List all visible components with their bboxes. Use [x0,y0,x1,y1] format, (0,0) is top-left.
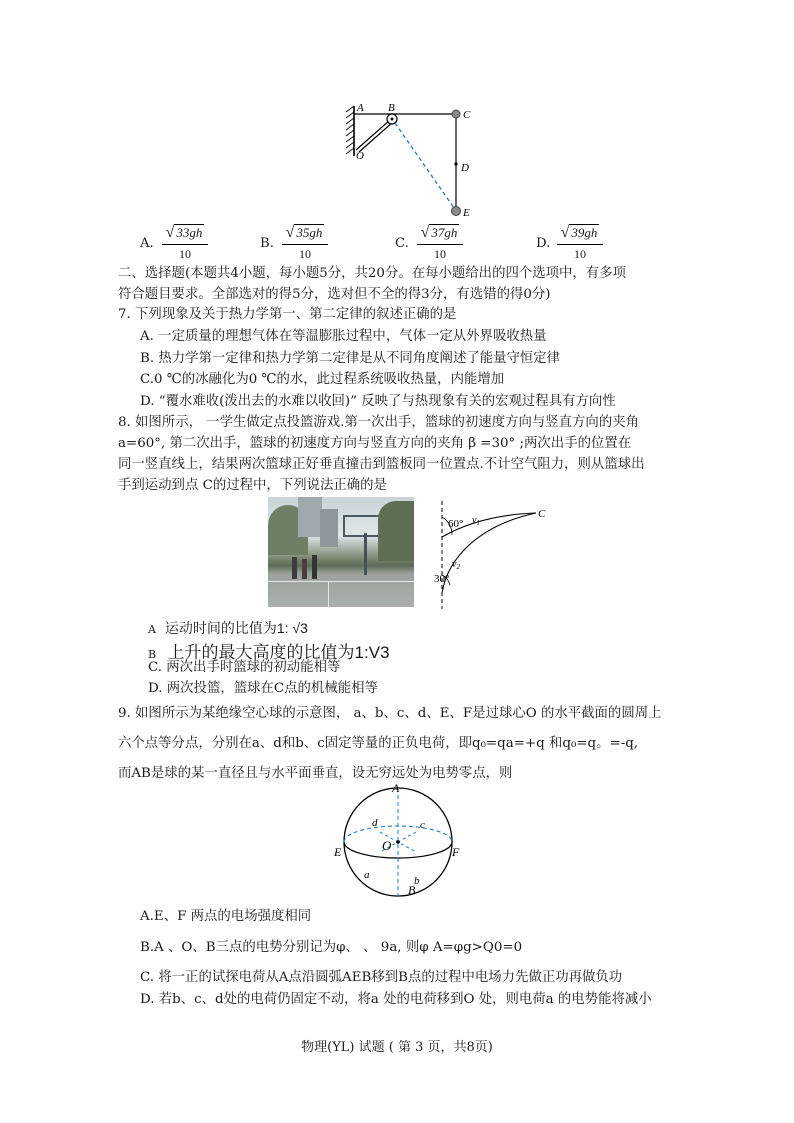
q7-option-c[interactable]: C.0 ℃的冰融化为0 ℃的水，此过程系统吸收热量，内能增加 [140,372,505,387]
label-E: E [463,207,470,219]
q9-line1: 9. 如图所示为某绝缘空心球的示意图， a、b、c、d、E、F是过球心O 的水平截面的圆周上 [118,706,662,721]
q9-option-d[interactable]: D. 若b、c、d处的电荷仍固定不动，将a 处的电荷移到O 处，则电荷a 的电势能将减小 [140,992,652,1007]
option-d[interactable]: D. [536,236,551,251]
sphere-label-b: b [414,875,420,887]
sphere-label-a: a [364,869,370,881]
q9-option-c[interactable]: C. 将一正的试探电荷从A点沿圆弧AEB移到B点的过程中电场力先做正功再做负功 [140,970,623,985]
q9-line3: 而AB是球的某一直径且与水平面垂直，设无穷远处为电势零点，则 [118,766,513,781]
option-c[interactable]: C. [395,236,409,251]
sphere-label-O: O [382,838,392,853]
basketball-court-photo [268,497,414,607]
q8-option-d[interactable]: D. 两次投篮，篮球在C点的机械能相等 [148,681,378,696]
label-O: O [356,150,364,162]
page-footer: 物理(YL) 试题 ( 第 3 页，共8页) [301,1040,493,1055]
section2-line1: 二、选择题(本题共4小题，每小题5分，共20分。在每小题给出的四个选项中，有多项 [118,266,626,281]
sphere-label-F: F [452,845,460,859]
v2-label: $v_2$ [452,559,460,571]
q8-line4: 手到运动到点 C的过程中，下列说法正确的是 [118,478,387,493]
q8-line2: a=60°, 第二次出手，篮球的初速度方向与竖直方向的夹角 β =30° ;两次出手的位置在 [118,436,632,451]
figure-rod-pendulum [340,98,490,223]
q8-line3: 同一竖直线上，结果两次篮球正好垂直撞击到篮板同一位置点.不计空气阻力，则从篮球出 [118,457,645,472]
option-a-formula: √ 33gh 10 [160,224,210,262]
figure-sphere [330,780,470,900]
q9-option-a[interactable]: A.E、F 两点的电场强度相同 [140,909,312,924]
option-c-formula: √ 37gh 10 [415,224,465,262]
q8-option-b[interactable]: B 上升的最大高度的比值为1:V3 [148,643,390,662]
q9-option-b[interactable]: B.A 、O、B三点的电势分别记为φ、 、 9a, 则φ A=φg>Q0=0 [140,940,523,955]
v1-label: $v_1$ [472,515,480,527]
angle-30-label: 30° [434,573,450,585]
figure-trajectories [430,497,560,612]
sphere-label-d: d [372,817,378,829]
sphere-label-c: c [420,819,425,831]
q8-option-c[interactable]: C. 两次出手时篮球的初动能相等 [148,660,341,675]
label-D: D [461,162,469,174]
q8-option-a[interactable]: A 运动时间的比值为1: √3 [148,620,308,636]
section2-line2: 符合题目要求。全部选对的得5分，选对但不全的得3分，有选错的得0分) [118,287,551,302]
sphere-label-A: A [392,781,400,795]
q7-option-b[interactable]: B. 热力学第一定律和热力学第二定律是从不同角度阐述了能量守恒定律 [140,351,561,366]
option-b-formula: √ 35gh 10 [280,224,330,262]
angle-60-label: 60° [448,518,464,530]
option-d-formula: √ 39gh 10 [555,224,605,262]
q7-stem: 7. 下列现象及关于热力学第一、第二定律的叙述正确的是 [118,307,457,322]
point-c-label: C [538,508,546,520]
q7-option-a[interactable]: A. 一定质量的理想气体在等温膨胀过程中，气体一定从外界吸收热量 [140,329,547,344]
sphere-label-E: E [334,845,342,859]
label-B: B [388,102,395,114]
label-C: C [463,109,471,121]
label-A: A [357,102,364,114]
q9-line2: 六个点等分点，分别在a、d和b、c固定等量的正负电荷，即q₀=qa=+q 和q₀=q。=-q, [118,736,639,751]
q7-option-d[interactable]: D. “覆水难收(泼出去的水难以收回)” 反映了与热现象有关的宏观过程具有方向性 [140,394,616,409]
option-a[interactable]: A. [140,236,154,251]
option-b[interactable]: B. [260,236,274,251]
q8-line1: 8. 如图所示， 一学生做定点投篮游戏.第一次出手，篮球的初速度方向与竖直方向的夹角 [118,415,639,430]
sphere-label-B: B [408,883,416,897]
